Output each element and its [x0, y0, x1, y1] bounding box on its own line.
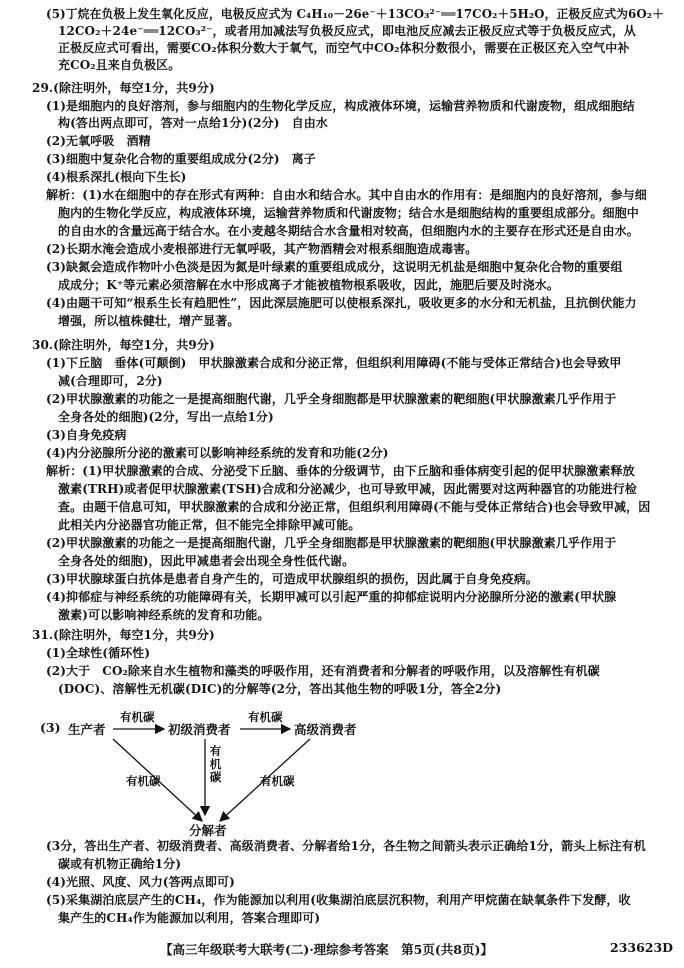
edge-label: 有机碳: [260, 774, 295, 788]
text-line: (4)内分泌腺所分泌的激素可以影响神经系统的发育和功能(2分): [46, 446, 389, 460]
text-line: (1)下丘脑 垂体(可颠倒) 甲状腺激素合成和分泌正常，但组织利用障碍(不能与受体正常结合)也会导致甲: [46, 356, 622, 370]
text-line: 充CO₂且来自负极区。: [58, 58, 181, 72]
text-line: (2)甲状腺激素的功能之一是提高细胞代谢，几乎全身细胞都是甲状腺激素的靶细胞(甲状腺激素几乎作用于: [46, 392, 617, 406]
text-line: (DOC)、溶解性无机碳(DIC)的分解等(2分，答出其他生物的呼吸1分，答全2分): [58, 682, 502, 696]
text-line: 激素(TRH)或者促甲状腺激素(TSH)合成和分泌减少，也可导致甲减，因此需要对这两种器官的功能进行检: [58, 482, 637, 496]
text-line: (2)无氧呼吸 酒精: [46, 134, 151, 148]
text-line: 激素)可以影响神经系统的发育和功能。: [58, 608, 270, 622]
text-line: (2)大于 CO₂除来自水生植物和藻类的呼吸作用，还有消费者和分解者的呼吸作用，以及溶解性有机碳: [46, 664, 600, 678]
question-heading-31: 31.(除注明外，每空1分，共9分): [32, 628, 215, 642]
page-footer-code: 233623D: [610, 940, 674, 955]
node-primary-consumer: 初级消费者: [168, 722, 231, 737]
text-line: 全身各处的细胞)(2分，写出一点给1分): [58, 410, 274, 424]
page-footer-title: 【高三年级联考大联考(二)·理综参考答案 第5页(共8页)】: [160, 942, 493, 957]
text-line: 解析：(1)甲状腺激素的合成、分泌受下丘脑、垂体的分级调节，由下丘脑和垂体病变引起的促甲状腺激素释放: [46, 464, 635, 478]
text-line: 增强，所以植株健壮，增产显著。: [58, 314, 240, 328]
text-line: 12CO₂＋24e⁻══12CO₃²⁻，或者用加减法写负极反应式，即电池反应减去正极反应式等于负极反应式，从: [58, 24, 637, 38]
text-line: 此相关内分泌器官功能正常，但不能完全排除甲减可能。: [58, 518, 361, 532]
node-producer: 生产者: [68, 722, 106, 737]
text-line: (5)丁烷在负极上发生氧化反应，电极反应式为 C₄H₁₀－26e⁻＋13CO₃²⁻══17CO₂＋5H₂O，正极反应式为6O₂＋: [46, 7, 665, 21]
text-line: (3)自身免疫病: [46, 428, 127, 442]
text-line: (2)长期水淹会造成小麦根部进行无氧呼吸，其产物酒精会对根系细胞造成毒害。: [46, 242, 478, 256]
node-decomposer: 分解者: [189, 823, 227, 838]
text-line: (2)甲状腺激素的功能之一是提高细胞代谢，几乎全身细胞都是甲状腺激素的靶细胞(甲状腺激素几乎作用于: [46, 536, 617, 550]
text-line: (1)全球性(循环性): [46, 646, 151, 660]
text-line: 集产生的CH₄作为能源加以利用，答案合理即可): [58, 911, 321, 925]
edge-label: 有机碳: [248, 710, 283, 724]
text-line: 成成分；K⁺等元素必须溶解在水中形成离子才能被植物根系吸收，因此，施肥后要及时浇水。: [58, 278, 559, 292]
edge-label-vertical: 有机碳: [209, 744, 222, 784]
node-higher-consumer: 高级消费者: [294, 722, 357, 737]
text-line: 胞内的生物化学反应，构成液体环境，运输营养物质和代谢废物；结合水是细胞结构的重要组成部分。细胞中: [58, 206, 639, 220]
text-line: (3)甲状腺球蛋白抗体是患者自身产生的，可造成甲状腺组织的损伤，因此属于自身免疫病。: [46, 572, 538, 586]
text-line: 减(合理即可，2分): [58, 374, 163, 388]
text-line: 的自由水的含量远高于结合水。在小麦越冬期结合水含量相对较高，但细胞内水的主要存在形式还是自由水。: [58, 224, 639, 238]
text-line: 碳或有机物正确给1分): [58, 857, 182, 871]
text-line: (5)采集湖泊底层产生的CH₄，作为能源加以利用(收集湖泊底层沉积物，利用产甲烷菌在缺氧条件下发酵，收: [46, 893, 631, 907]
question-heading-30: 30.(除注明外，每空1分，共9分): [32, 338, 215, 352]
text-line: 解析：(1)水在细胞中的存在形式有两种：自由水和结合水。其中自由水的作用有：是细胞内的良好溶剂，参与细: [46, 188, 647, 202]
text-line: (4)根系深扎(根向下生长): [46, 170, 187, 184]
text-line: (1)是细胞内的良好溶剂，参与细胞内的生物化学反应，构成液体环境，运输营养物质和代谢废物，组成细胞结: [46, 99, 635, 113]
text-line: 正极反应式可看出，需要CO₂体积分数大于氧气，而空气中CO₂体积分数很小，需要在正极区充入空气中补: [58, 41, 630, 55]
text-line: 查。由题干信息可知，甲状腺激素的合成和分泌正常，但组织利用障碍(不能与受体正常结合)也会导致甲减，因: [58, 500, 651, 514]
text-line: (3分，答出生产者、初级消费者、高级消费者、分解者给1分，各生物之间箭头表示正确给1分，箭头上标注有机: [46, 839, 646, 853]
text-line: (4)光照、风度、风力(答两点即可): [46, 875, 235, 889]
text-line: 构(答出两点即可，答对一点给1分)(2分) 自由水: [58, 116, 328, 130]
edge-label: 有机碳: [120, 710, 155, 724]
edge-label: 有机碳: [126, 774, 161, 788]
text-line: (4)由题干可知“根系生长有趋肥性”，因此深层施肥可以使根系深扎，吸收更多的水分和无机盐，且抗倒伏能力: [46, 296, 637, 310]
text-line: 全身各处的细胞)，因此甲减患者会出现全身性低代谢。: [58, 554, 355, 568]
text-line: (3)缺氮会造成作物叶小色淡是因为氮是叶绿素的重要组成成分，这说明无机盐是细胞中复杂化合物的重要组: [46, 260, 623, 274]
carbon-flow-diagram: [40, 709, 460, 837]
text-line: (3)细胞中复杂化合物的重要组成成分(2分) 离子: [46, 152, 316, 166]
diagram-question-label: (3): [40, 720, 61, 735]
question-heading-29: 29.(除注明外，每空1分，共9分): [32, 81, 215, 95]
text-line: (4)抑郁症与神经系统的功能障碍有关，长期甲减可以引起严重的抑郁症说明内分泌腺所分泌的激素(甲状腺: [46, 590, 617, 604]
